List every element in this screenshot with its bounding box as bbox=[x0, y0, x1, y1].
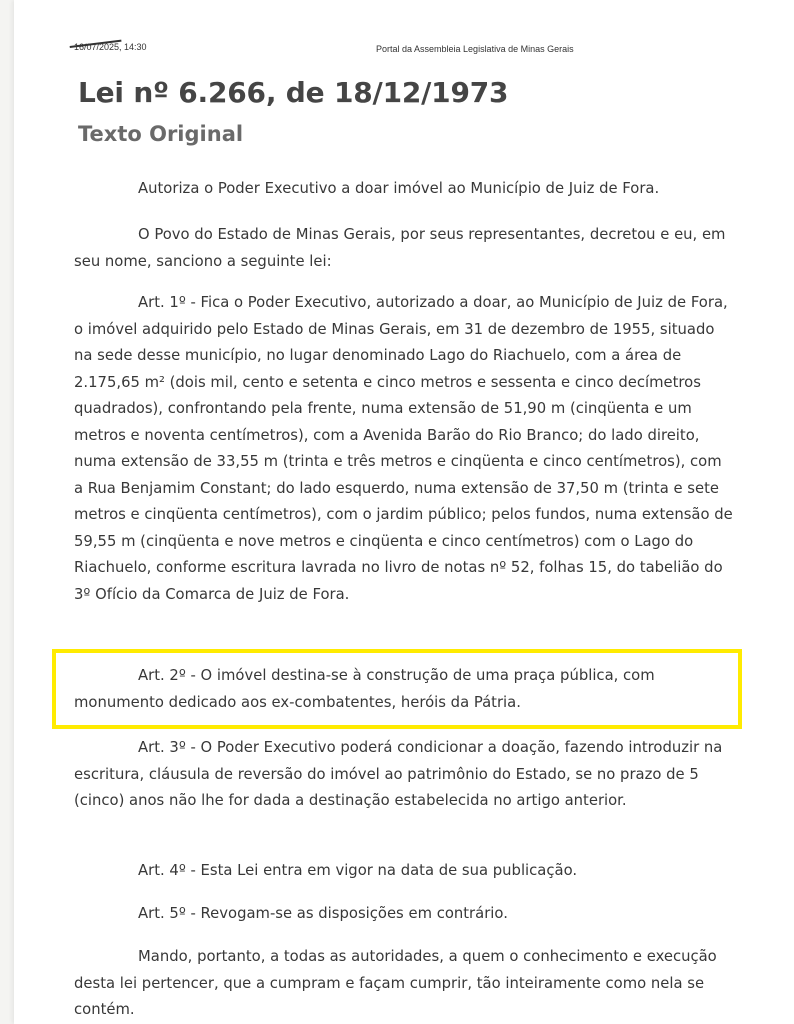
preamble: O Povo do Estado de Minas Gerais, por seus representantes, decretou e eu, em seu nome, sanciono a seguinte lei: bbox=[74, 226, 726, 270]
article-3: Art. 3º - O Poder Executivo poderá condicionar a doação, fazendo introduzir na escritura, cláusula de reversão do imóvel ao patrimônio do Estado, se no prazo de 5 (cinco) anos não lhe for dada a destinação estabelecida no artigo anterior. bbox=[74, 739, 723, 809]
article-2: Art. 2º - O imóvel destina-se à construção de uma praça pública, com monumento dedicado aos ex-combatentes, heróis da Pátria. bbox=[74, 667, 655, 711]
article-1: Art. 1º - Fica o Poder Executivo, autorizado a doar, ao Município de Juiz de Fora, o imóvel adquirido pelo Estado de Minas Gerais, em 31 de dezembro de 1955, situado na sede desse município, no lugar denominado Lago do Riachuelo, com a área de 2.175,65 m² (dois mil, cento e setenta e cinco metros e sessenta e cinco decímetros quadrados), confrontando pela frente, numa extensão de 51,90 m (cinqüenta e um metros e noventa centímetros), com a Avenida Barão do Rio Branco; do lado direito, numa extensão de 33,55 m (trinta e três metros e cinqüenta e cinco centímetros), com a Rua Benjamim Constant; do lado esquerdo, numa extensão de 37,50 m (trinta e sete metros e cinqüenta centímetros), com o jardim público; pelos fundos, numa extensão de 59,55 m (cinqüenta e nove metros e cinqüenta e cinco centímetros) com o Lago do Riachuelo, conforme escritura lavrada no livro de notas nº 52, folhas 15, do tabelião do 3º Ofício da Comarca de Juiz de Fora. bbox=[74, 294, 733, 603]
law-subtitle: Texto Original bbox=[78, 122, 244, 146]
article-4: Art. 4º - Esta Lei entra em vigor na data de sua publicação. bbox=[138, 862, 578, 879]
law-title: Lei nº 6.266, de 18/12/1973 bbox=[78, 76, 509, 109]
print-date: 16/07/2025, 14:30 bbox=[74, 42, 147, 52]
document-page bbox=[14, 0, 794, 1024]
article-5: Art. 5º - Revogam-se as disposições em contrário. bbox=[138, 905, 508, 922]
portal-name: Portal da Assembleia Legislativa de Minas Gerais bbox=[376, 44, 574, 54]
closing: Mando, portanto, a todas as autoridades, a quem o conhecimento e execução desta lei pertencer, que a cumpram e façam cumprir, tão inteiramente como nela se contém. bbox=[74, 948, 717, 1018]
ementa: Autoriza o Poder Executivo a doar imóvel ao Município de Juiz de Fora. bbox=[138, 180, 660, 197]
